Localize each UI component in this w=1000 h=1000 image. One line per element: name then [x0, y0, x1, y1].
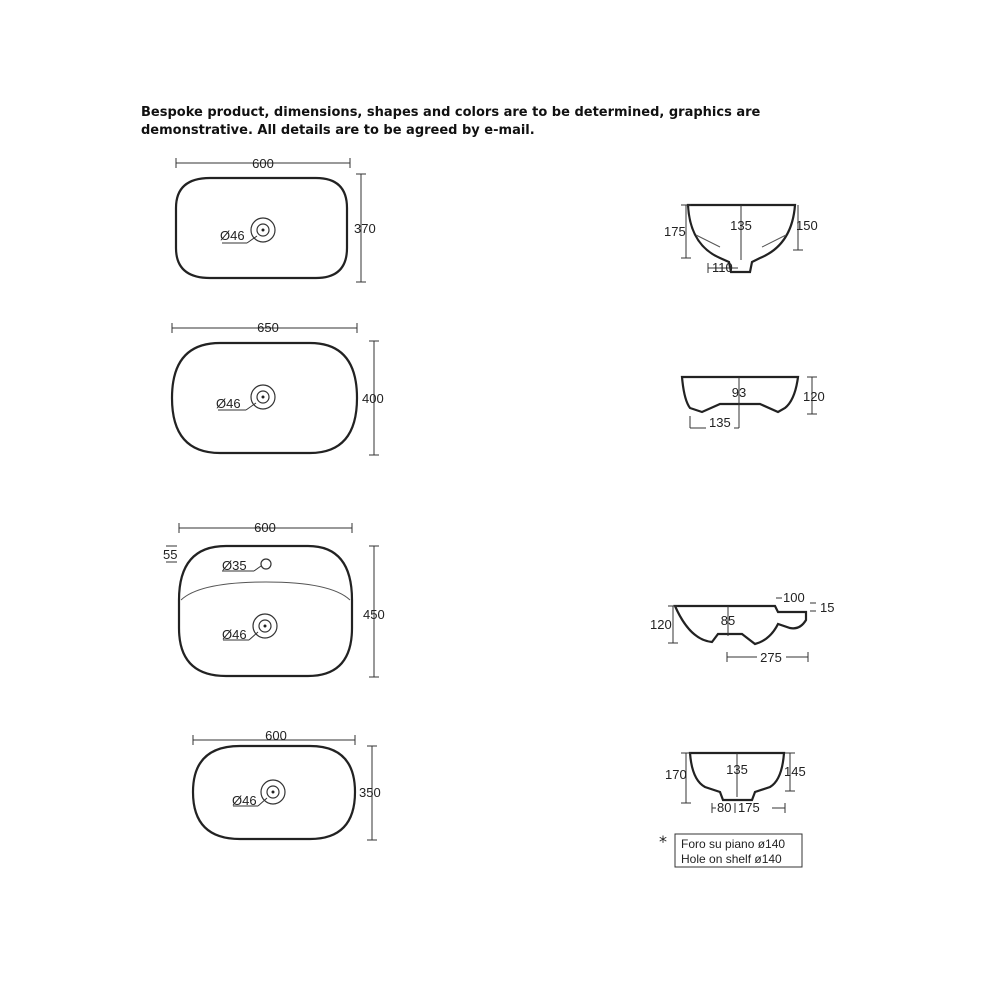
basin-2-drain-center: [262, 396, 265, 399]
notice-line-1: Bespoke product, dimensions, shapes and colors are to be determined, graphics are: [141, 105, 761, 120]
basin-4-plan: [193, 728, 381, 840]
basin-3-drain-center: [264, 625, 267, 628]
basin-3-width-label: 600: [254, 520, 276, 535]
basin-3-drain-label: Ø46: [222, 627, 247, 642]
basin-3-bowl-edge: [181, 582, 350, 600]
basin-1-section-bottom-label: 110: [712, 260, 733, 275]
basin-3-plan: [163, 520, 385, 677]
footnote-asterisk: *: [659, 832, 667, 851]
basin-1-plan: [176, 156, 376, 282]
basin-1-section-right-label: 150: [796, 218, 818, 233]
basin-3-depth-label: 450: [363, 607, 385, 622]
basin-3-section-outline: [675, 606, 806, 644]
basin-2-section-center-label: 93: [731, 385, 747, 400]
basin-2-width-label: 650: [257, 320, 279, 335]
basin-3-taphole-label: Ø35: [222, 558, 247, 573]
basin-1-section-left-label: 175: [664, 224, 686, 239]
basin-4-section-left-label: 170: [665, 767, 687, 782]
basin-1-section-center-label: 135: [730, 218, 752, 233]
basin-3-taphole: [261, 559, 271, 569]
basin-4-section-center-label: 135: [726, 762, 748, 777]
basin-1-width-label: 600: [252, 156, 274, 171]
basin-2-outline: [172, 343, 357, 453]
basin-3-outline: [179, 546, 352, 676]
basin-4-width-label: 600: [265, 728, 287, 743]
basin-3-section-top-label: 100: [783, 590, 805, 605]
footnote: [659, 832, 802, 867]
basin-4-section: [665, 753, 806, 815]
notice-line-2: demonstrative. All details are to be agreed by e-mail.: [141, 123, 535, 138]
footnote-line-2: Hole on shelf ø140: [681, 852, 782, 866]
basin-4-section-bottom-a-label: 80: [717, 800, 732, 815]
basin-4-depth-label: 350: [359, 785, 381, 800]
basin-1-depth-label: 370: [354, 221, 376, 236]
basin-2-depth-label: 400: [362, 391, 384, 406]
basin-2-section-right-label: 120: [803, 389, 825, 404]
basin-2-plan: [172, 320, 384, 455]
basin-4-drain-label: Ø46: [232, 793, 257, 808]
basin-1-section: [664, 205, 818, 275]
basin-3-section: [650, 590, 834, 665]
basin-3-offset-label: 55: [163, 547, 178, 562]
basin-3-section-shelf-label: 15: [820, 600, 835, 615]
basin-2-section-bottom-label: 135: [709, 415, 731, 430]
basin-3-section-left-label: 120: [650, 617, 672, 632]
basin-4-drain-center: [272, 791, 275, 794]
basin-4-section-bottom-b-label: 175: [738, 800, 760, 815]
basin-1-outline: [176, 178, 347, 278]
footnote-line-1: Foro su piano ø140: [681, 837, 786, 851]
basin-1-drain-center: [262, 229, 265, 232]
basin-1-drain-label: Ø46: [220, 228, 245, 243]
basin-2-drain-label: Ø46: [216, 396, 241, 411]
basin-3-section-center-label: 85: [720, 613, 736, 628]
basin-3-section-bottom-label: 275: [760, 650, 782, 665]
basin-2-section: [682, 377, 825, 430]
basin-4-section-right-label: 145: [784, 764, 806, 779]
